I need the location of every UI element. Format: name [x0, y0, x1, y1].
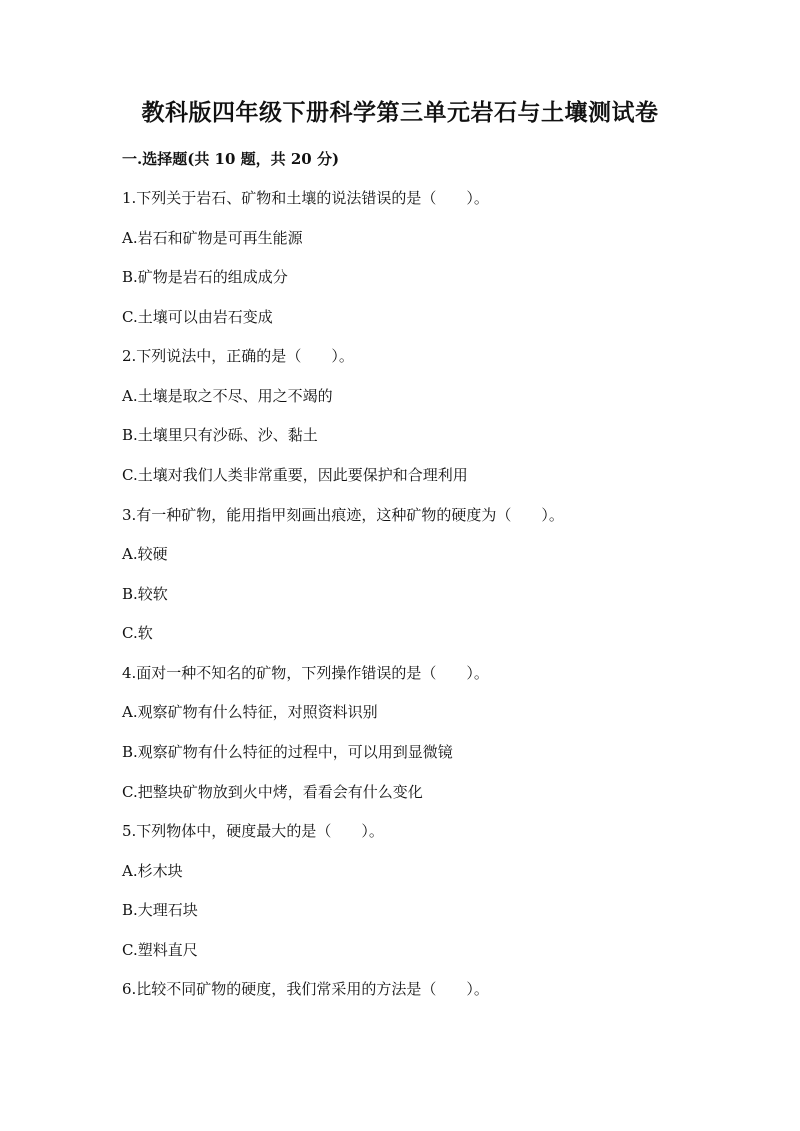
- question-3-option-b: B.较软: [122, 585, 168, 603]
- question-4-option-b: B.观察矿物有什么特征的过程中，可以用到显微镜: [122, 743, 453, 761]
- question-1-option-c: C.土壤可以由岩石变成: [122, 308, 273, 326]
- question-4-option-c: C.把整块矿物放到火中烤，看看会有什么变化: [122, 783, 423, 801]
- question-6-stem: 6.比较不同矿物的硬度，我们常采用的方法是（ ）。: [122, 980, 489, 998]
- question-3-stem: 3.有一种矿物，能用指甲刻画出痕迹，这种矿物的硬度为（ ）。: [122, 506, 564, 524]
- question-5-option-b: B.大理石块: [122, 901, 198, 919]
- question-4-option-a: A.观察矿物有什么特征，对照资料识别: [122, 703, 378, 721]
- question-1-option-a: A.岩石和矿物是可再生能源: [122, 229, 303, 247]
- question-2-option-b: B.土壤里只有沙砾、沙、黏土: [122, 426, 318, 444]
- question-2-stem: 2.下列说法中，正确的是（ ）。: [122, 347, 354, 365]
- question-1-option-b: B.矿物是岩石的组成成分: [122, 268, 288, 286]
- document-title: 教科版四年级下册科学第三单元岩石与土壤测试卷: [141, 99, 659, 126]
- question-5-option-c: C.塑料直尺: [122, 941, 198, 959]
- question-4-stem: 4.面对一种不知名的矿物，下列操作错误的是（ ）。: [122, 664, 489, 682]
- question-3-option-a: A.较硬: [122, 545, 168, 563]
- question-3-option-c: C.软: [122, 624, 153, 642]
- question-1-stem: 1.下列关于岩石、矿物和土壤的说法错误的是（ ）。: [122, 189, 489, 207]
- question-2-option-c: C.土壤对我们人类非常重要，因此要保护和合理利用: [122, 466, 468, 484]
- question-2-option-a: A.土壤是取之不尽、用之不竭的: [122, 387, 333, 405]
- section-heading: 一.选择题(共 10 题，共 20 分): [122, 150, 340, 168]
- question-5-option-a: A.杉木块: [122, 862, 183, 880]
- question-5-stem: 5.下列物体中，硬度最大的是（ ）。: [122, 822, 384, 840]
